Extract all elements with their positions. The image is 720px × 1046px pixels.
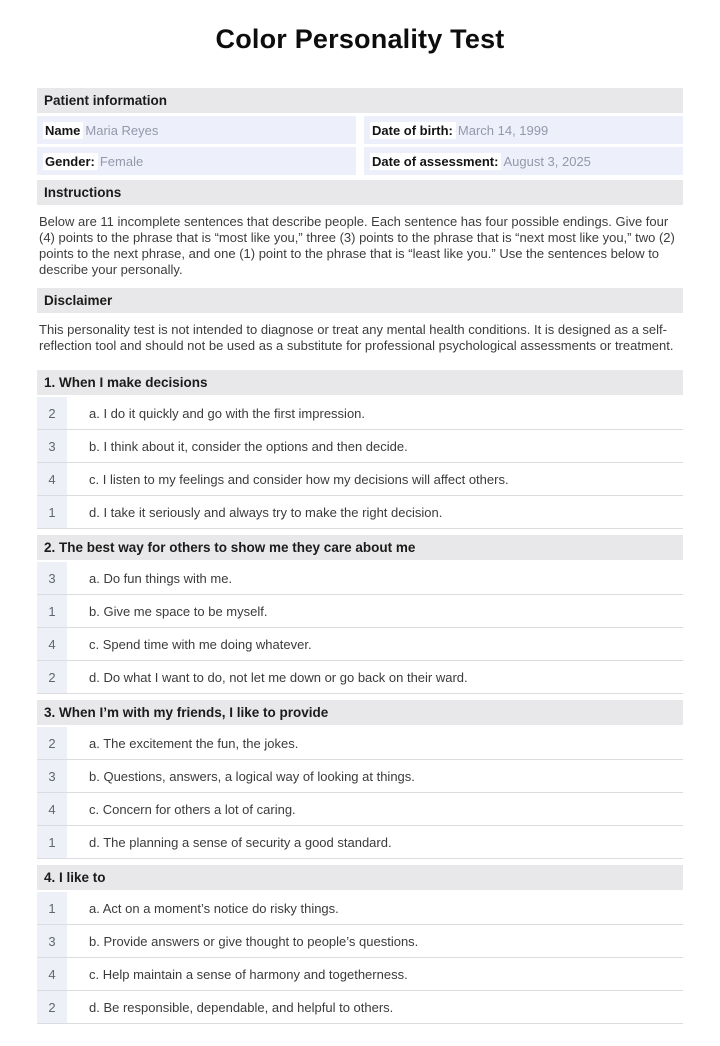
- score-cell-q4-c[interactable]: 4: [37, 958, 70, 990]
- answer-text-q4-a: a. Act on a moment’s notice do risky things.: [70, 892, 683, 924]
- answer-text-q2-d: d. Do what I want to do, not let me down or go back on their ward.: [70, 661, 683, 693]
- table-row: [37, 661, 683, 694]
- answer-text-q1-d: d. I take it seriously and always try to make the right decision.: [70, 496, 683, 528]
- page-title: Color Personality Test: [215, 24, 505, 54]
- table-row: [37, 991, 683, 1024]
- table-row: [37, 925, 683, 958]
- patient-information-header: Patient information: [37, 88, 683, 113]
- disclaimer-text: This personality test is not intended to diagnose or treat any mental health conditions. It is designed as a self-reflection tool and should not be used as a substitute for professional psychological assessments or treatment.: [39, 322, 674, 353]
- table-row: [37, 562, 683, 595]
- score-cell-q4-d[interactable]: 2: [37, 991, 70, 1023]
- table-row: [37, 628, 683, 661]
- question-3-title: 3. When I’m with my friends, I like to provide: [37, 700, 683, 725]
- score-cell-q4-a[interactable]: 1: [37, 892, 70, 924]
- document-page: [0, 24, 720, 1024]
- score-cell-q3-b[interactable]: 3: [37, 760, 70, 792]
- score-cell-q2-c[interactable]: 4: [37, 628, 70, 660]
- answer-text-q2-a: a. Do fun things with me.: [70, 562, 683, 594]
- table-row: [37, 595, 683, 628]
- gender-field[interactable]: [37, 147, 356, 175]
- answer-text-q3-d: d. The planning a sense of security a good standard.: [70, 826, 683, 858]
- score-cell-q1-a[interactable]: 2: [37, 397, 70, 429]
- name-value: Maria Reyes: [85, 122, 159, 138]
- gender-label: Gender:: [43, 153, 98, 170]
- question-2-section: [37, 535, 683, 694]
- patient-info-row: [37, 116, 683, 144]
- gender-value: Female: [99, 153, 144, 169]
- name-field[interactable]: [37, 116, 356, 144]
- score-cell-q2-d[interactable]: 2: [37, 661, 70, 693]
- date-of-assessment-field[interactable]: [364, 147, 683, 175]
- date-of-assessment-value: August 3, 2025: [503, 153, 591, 169]
- table-row: [37, 727, 683, 760]
- score-cell-q2-b[interactable]: 1: [37, 595, 70, 627]
- answer-text-q2-c: c. Spend time with me doing whatever.: [70, 628, 683, 660]
- answer-text-q1-a: a. I do it quickly and go with the first impression.: [70, 397, 683, 429]
- score-cell-q3-d[interactable]: 1: [37, 826, 70, 858]
- question-2-title: 2. The best way for others to show me they care about me: [37, 535, 683, 560]
- score-cell-q2-a[interactable]: 3: [37, 562, 70, 594]
- disclaimer-header: Disclaimer: [37, 288, 683, 313]
- table-row: [37, 958, 683, 991]
- score-cell-q1-d[interactable]: 1: [37, 496, 70, 528]
- table-row: [37, 793, 683, 826]
- date-of-birth-label: Date of birth:: [370, 122, 456, 139]
- date-of-birth-field[interactable]: [364, 116, 683, 144]
- instructions-text: Below are 11 incomplete sentences that describe people. Each sentence has four possible endings. Give four (4) points to the phrase that is “most like you,” three (3) points to the phrase that is “next most like you,” two (2) points to the next phrase, and one (1) point to the phrase that is “least like you.” Use the sentences below to describe your personally.: [39, 214, 675, 277]
- table-row: [37, 430, 683, 463]
- score-cell-q1-b[interactable]: 3: [37, 430, 70, 462]
- name-label: Name: [43, 122, 83, 139]
- score-cell-q1-c[interactable]: 4: [37, 463, 70, 495]
- question-4-section: [37, 865, 683, 1024]
- date-of-birth-value: March 14, 1999: [457, 122, 549, 138]
- answer-text-q2-b: b. Give me space to be myself.: [70, 595, 683, 627]
- date-of-assessment-label: Date of assessment:: [370, 153, 501, 170]
- question-4-title: 4. I like to: [37, 865, 683, 890]
- answer-text-q4-b: b. Provide answers or give thought to people’s questions.: [70, 925, 683, 957]
- answer-text-q3-c: c. Concern for others a lot of caring.: [70, 793, 683, 825]
- table-row: [37, 760, 683, 793]
- answer-text-q4-d: d. Be responsible, dependable, and helpful to others.: [70, 991, 683, 1023]
- score-cell-q4-b[interactable]: 3: [37, 925, 70, 957]
- answer-text-q1-b: b. I think about it, consider the options and then decide.: [70, 430, 683, 462]
- answer-text-q1-c: c. I listen to my feelings and consider how my decisions will affect others.: [70, 463, 683, 495]
- table-row: [37, 397, 683, 430]
- question-3-section: [37, 700, 683, 859]
- instructions-header: Instructions: [37, 180, 683, 205]
- table-row: [37, 892, 683, 925]
- answer-text-q3-b: b. Questions, answers, a logical way of looking at things.: [70, 760, 683, 792]
- patient-info-row: [37, 147, 683, 175]
- table-row: [37, 463, 683, 496]
- table-row: [37, 826, 683, 859]
- question-1-section: [37, 370, 683, 529]
- score-cell-q3-a[interactable]: 2: [37, 727, 70, 759]
- score-cell-q3-c[interactable]: 4: [37, 793, 70, 825]
- answer-text-q4-c: c. Help maintain a sense of harmony and togetherness.: [70, 958, 683, 990]
- question-1-title: 1. When I make decisions: [37, 370, 683, 395]
- table-row: [37, 496, 683, 529]
- answer-text-q3-a: a. The excitement the fun, the jokes.: [70, 727, 683, 759]
